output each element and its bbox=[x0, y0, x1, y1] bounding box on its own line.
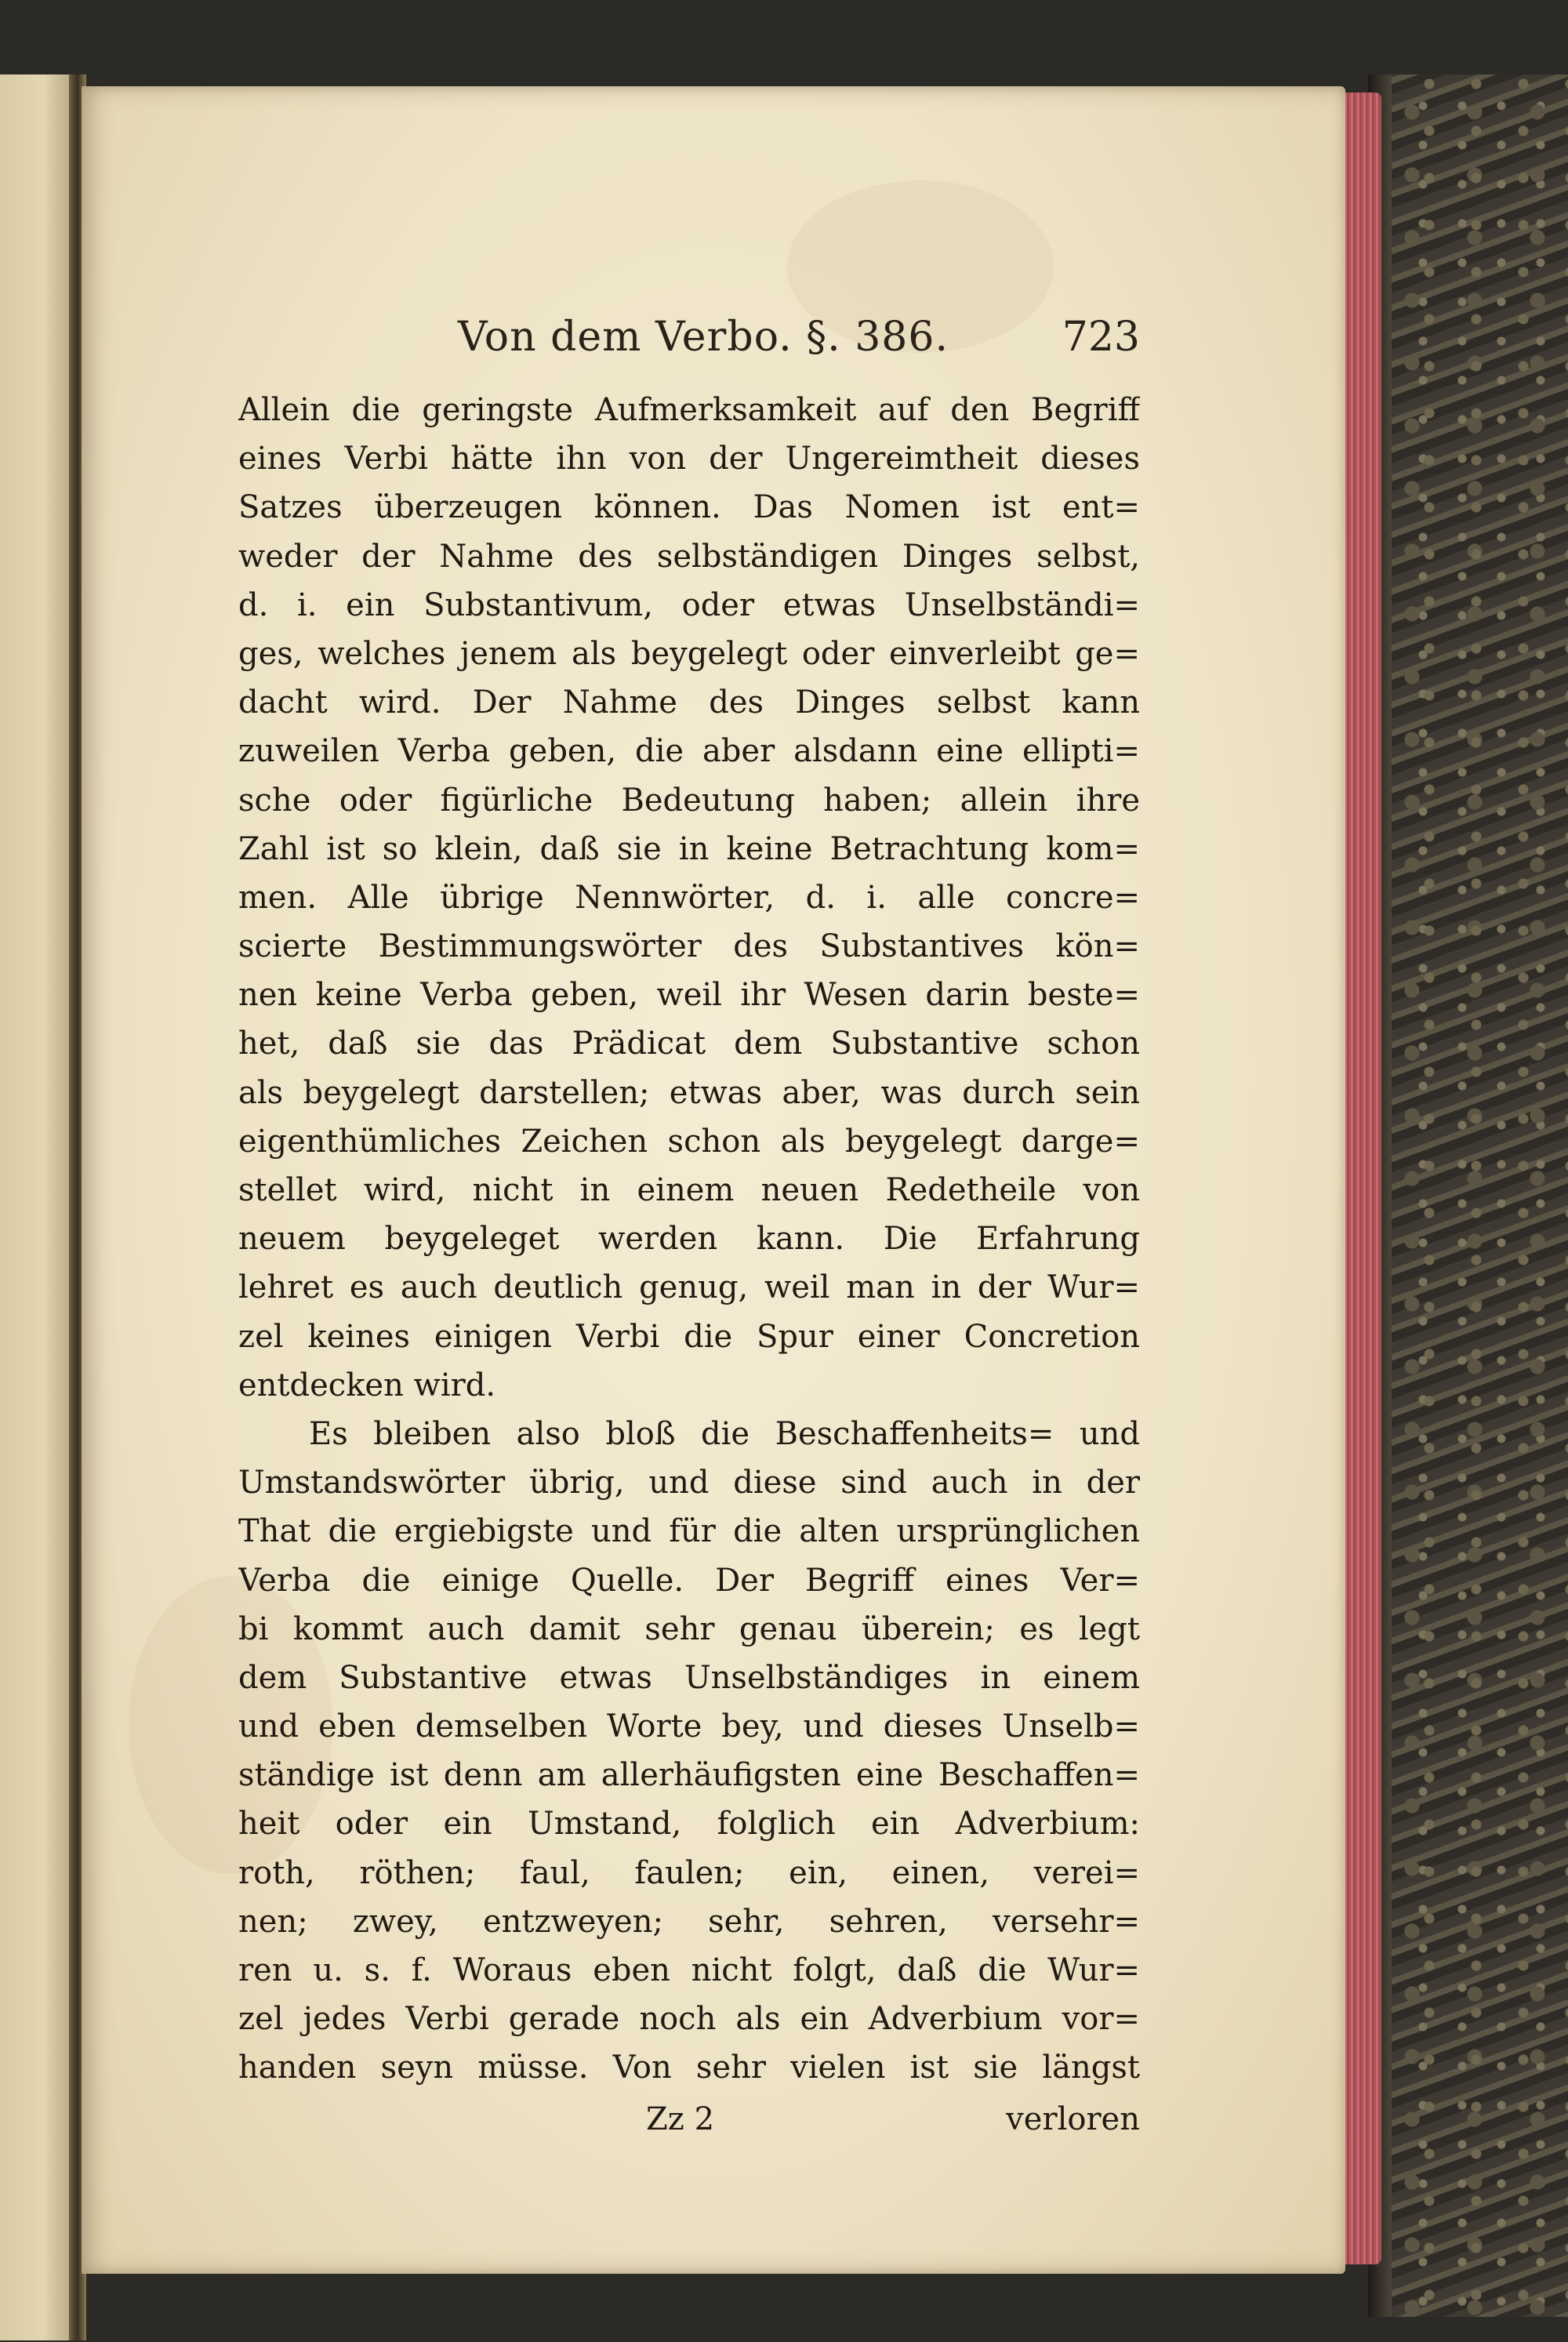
text-line: ständige ist denn am allerhäufigsten eine Beschaffen= bbox=[238, 1757, 1140, 1794]
text-line: bi kommt auch damit sehr genau überein; es legt bbox=[238, 1610, 1140, 1647]
text-line: Umstandswörter übrig, und diese sind auch in der bbox=[238, 1465, 1140, 1501]
text-line: Zahl ist so klein, daß sie in keine Betrachtung kom= bbox=[238, 830, 1140, 867]
text-line: als beygelegt darstellen; etwas aber, was durch sein bbox=[238, 1074, 1140, 1111]
text-line: Satzes überzeugen können. Das Nomen ist ent= bbox=[238, 489, 1140, 526]
book-page bbox=[82, 86, 1345, 2274]
text-line: und eben demselben Worte bey, und dieses Unselb= bbox=[238, 1708, 1140, 1745]
text-line: weder der Nahme des selbständigen Dinges selbst, bbox=[238, 538, 1140, 575]
text-line: d. i. ein Substantivum, oder etwas Unselbständi= bbox=[238, 586, 1140, 623]
signature-mark: Zz 2 bbox=[646, 2101, 715, 2137]
red-page-edges bbox=[1342, 93, 1381, 2264]
text-line: het, daß sie das Prädicat dem Substantive schon bbox=[238, 1026, 1140, 1062]
text-line: roth, röthen; faul, faulen; ein, einen, verei= bbox=[238, 1854, 1140, 1891]
text-line: neuem beygeleget werden kann. Die Erfahrung bbox=[238, 1221, 1140, 1258]
text-line: zel keines einigen Verbi die Spur einer Concretion bbox=[238, 1318, 1140, 1355]
text-line: zel jedes Verbi gerade noch als ein Adverbium vor= bbox=[238, 2001, 1140, 2038]
running-title: Von dem Verbo. §. 386. bbox=[458, 314, 949, 361]
text-line: Allein die geringste Aufmerksamkeit auf den Begriff bbox=[238, 392, 1140, 428]
text-line: Verba die einige Quelle. Der Begriff eines Ver= bbox=[238, 1562, 1140, 1599]
body-text bbox=[238, 386, 1140, 2093]
text-line: entdecken wird. bbox=[238, 1367, 496, 1403]
paragraph bbox=[238, 386, 1140, 1410]
text-line: sche oder figürliche Bedeutung haben; allein ihre bbox=[238, 782, 1140, 819]
text-line: eines Verbi hätte ihn von der Ungereimtheit dieses bbox=[238, 441, 1140, 477]
text-line: ges, welches jenem als beygelegt oder einverleibt ge= bbox=[238, 635, 1140, 672]
text-line: handen seyn müsse. Von sehr vielen ist sie längst bbox=[238, 2050, 1140, 2086]
page-number: 723 bbox=[1062, 314, 1140, 361]
text-line: dem Substantive etwas Unselbständiges in einem bbox=[238, 1659, 1140, 1696]
paragraph bbox=[238, 1410, 1140, 2093]
text-line: nen; zwey, entzweyen; sehr, sehren, versehr= bbox=[238, 1903, 1140, 1940]
text-line: scierte Bestimmungswörter des Substantives kön= bbox=[238, 928, 1140, 965]
text-line: men. Alle übrige Nennwörter, d. i. alle concre= bbox=[238, 879, 1140, 916]
page-footer bbox=[238, 2101, 1140, 2156]
text-line: zuweilen Verba geben, die aber alsdann eine ellipti= bbox=[238, 733, 1140, 770]
text-line: dacht wird. Der Nahme des Dinges selbst kann bbox=[238, 684, 1140, 721]
marbled-cover bbox=[1368, 74, 1568, 2317]
facing-page-edge bbox=[0, 74, 74, 2340]
text-line: That die ergiebigste und für die alten ursprünglichen bbox=[238, 1513, 1140, 1550]
text-line: ren u. s. f. Woraus eben nicht folgt, daß die Wur= bbox=[238, 1952, 1140, 1988]
text-line: eigenthümliches Zeichen schon als beygelegt darge= bbox=[238, 1123, 1140, 1160]
text-line: Es bleiben also bloß die Beschaffenheits= und bbox=[309, 1415, 1140, 1452]
text-line: stellet wird, nicht in einem neuen Redetheile von bbox=[238, 1172, 1140, 1208]
text-line: lehret es auch deutlich genug, weil man in der Wur= bbox=[238, 1269, 1140, 1306]
text-line: heit oder ein Umstand, folglich ein Adverbium: bbox=[238, 1806, 1140, 1843]
text-line: nen keine Verba geben, weil ihr Wesen darin beste= bbox=[238, 977, 1140, 1014]
catchword: verloren bbox=[1006, 2101, 1140, 2137]
